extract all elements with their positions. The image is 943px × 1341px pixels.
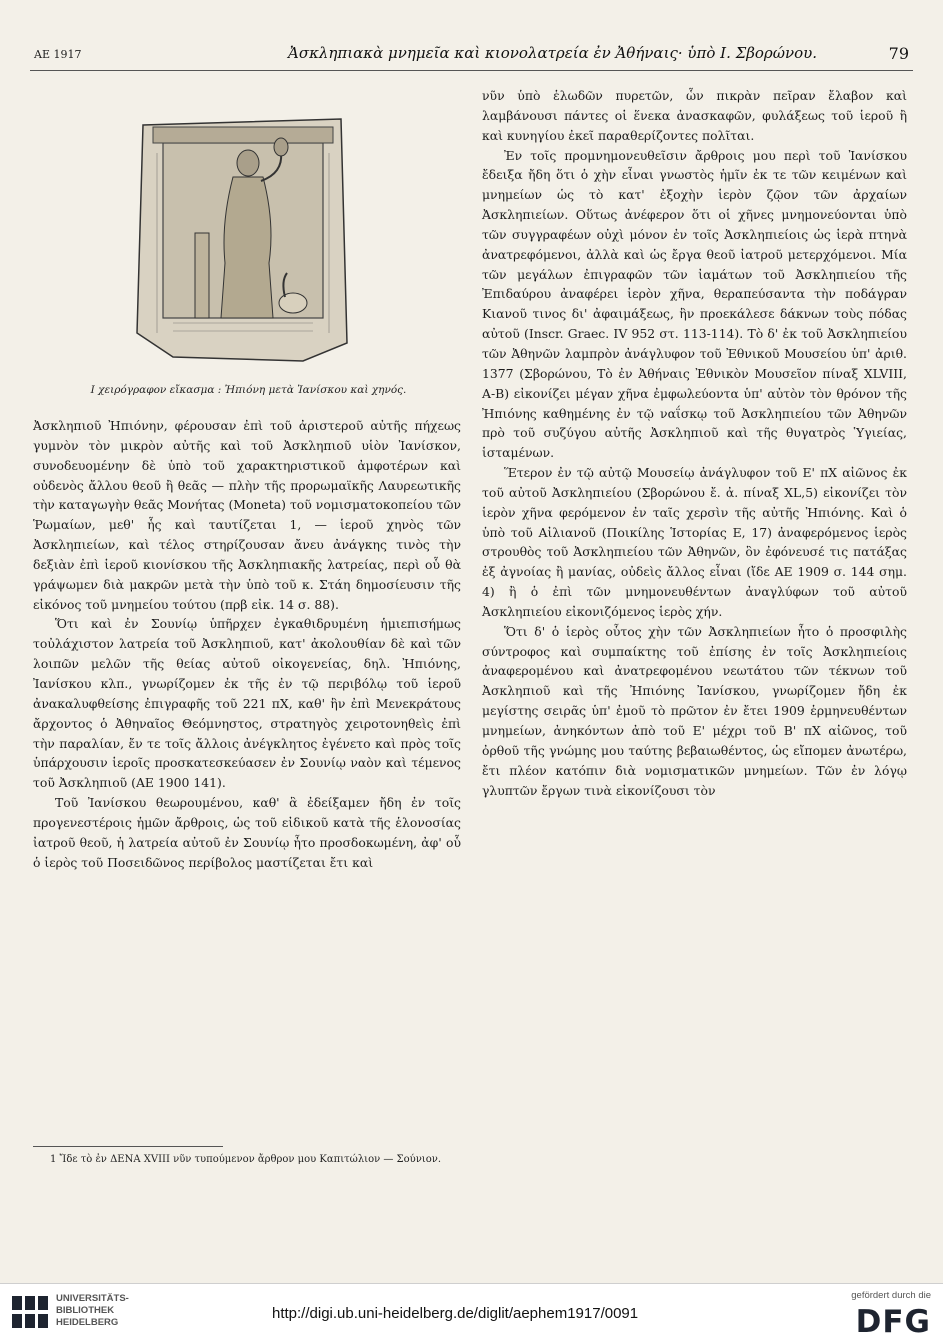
header-divider xyxy=(30,70,913,71)
page-number: 79 xyxy=(888,44,909,63)
library-name[interactable]: UNIVERSITÄTS- BIBLIOTHEK HEIDELBERG xyxy=(56,1293,129,1328)
viewer-footer xyxy=(0,1283,943,1341)
dfg-logo[interactable]: DFG xyxy=(855,1304,931,1340)
journal-label: ΑΕ 1917 xyxy=(34,48,82,61)
figure-caption: Ι χειρόγραφον εἴκασμα : Ἠπιόνη μετὰ Ἰανίσκου καὶ χηνός. xyxy=(90,384,407,396)
right-paragraph-4: Ὅτι δ' ὁ ἱερὸς οὗτος χὴν τῶν Ἀσκληπιείων ἦτο ὁ προσφιλὴς σύντροφος καὶ συμπαίκτης τοῦ ἐπίσης ἐν τοῖς Ἀσκληπιείοις ἀναφερομένου καὶ ἀνατρεφομένου νεωτάτου τῶν τέκνων τοῦ Ἀσκληπιοῦ καὶ τῆς Ἠπιόνης Ἰανίσκου, γνωρίζομεν ἤδη ἐκ μεγίστης σειρᾶς ὑπ' ἐμοῦ τὸ πρῶτον ἐν ἔτει 1909 ἑρμηνευθέντων μνημείων, ἀνηκόντων ἀπὸ τοῦ Ε' μέχρι τοῦ Β' πΧ αἰῶνος, τοῦ ὀρθοῦ τῆς γνώμης μου ταύτης βεβαιωθέντος, ὡς εἴπομεν ἀνωτέρω, ἔτι πλέον κατόπιν διὰ νομισματικῶν μνημείων. Τῶν ἐν λόγῳ γλυπτῶν ἔργων τινὰ εἰκονίζουσι τὸν xyxy=(482,623,907,798)
left-paragraph-2: Ὅτι καὶ ἐν Σουνίῳ ὑπῆρχεν ἐγκαθιδρυμένη ἡμιεπισήμως τοὐλάχιστον λατρεία τοῦ Ἀσκληπιοῦ, κατ' ἀκολουθίαν δὲ καὶ τῶν λοιπῶν μελῶν τῆς θείας αὐτοῦ οἰκογενείας, δηλ. Ἠπιόνης, Ἰανίσκου κλπ., γνωρίζομεν ἐκ τῆς ἐν τῷ περιβόλῳ τοῦ ἱεροῦ ἀνακαλυφθείσης ἐπιγραφῆς τοῦ 221 πΧ, καθ' ἣν ἐπὶ Μενεκράτους ἄρχοντος ὁ Ἀθηναῖος Θεόμνηστος, στρατηγὸς χειροτονηθεὶς ἐπὶ τὴν παραλίαν, ἔν τε τοῖς ἄλλοις ἀνέγκλητος ἐγένετο καὶ πρὸς τοῖς ὑπάρχουσιν ἱεροῖς προσκατεσκεύασεν ἐν Σουνίῳ ναὸν καὶ τέμενος τοῦ Ἀσκληπιοῦ (ΑΕ 1900 141). xyxy=(33,616,461,791)
permalink-url[interactable]: http://digi.ub.uni-heidelberg.de/diglit/aephem1917/0091 xyxy=(272,1305,639,1322)
right-paragraph-2: Ἐν τοῖς προμνημονευθεῖσιν ἄρθροις μου περὶ τοῦ Ἰανίσκου ἔδειξα ἤδη ὅτι ὁ χὴν εἶναι γνωστὸς ἡμῖν ἐκ τε τῶν κειμένων καὶ μνημείων ὡς τὸ κατ' ἐξοχὴν ἱερὸν ζῷον τῶν ἀρχαίων Ἀσκληπιείων. Οὕτως ἀνέφερον ὅτι οἱ χῆνες μνημονεύονται ὑπὸ τῶν συγγραφέων οὐχὶ μόνον ἐν τοῖς Ἀσκληπιείοις ὡς ἱερὰ πτηνὰ ἀνατρεφόμενοι, ἀλλὰ καὶ ὡς ἔργα θεοῦ ἰατροῦ μετερχόμενοι. Μία τῶν μεγάλων ἐπιγραφῶν τῶν ἰαμάτων τοῦ Ἀσκληπιείου τῆς Ἐπιδαύρου ἀναφέρει ἱερὸν χῆνα, θεραπεύσαντα τὴν ποδάγραν Κιανοῦ τινος δι' ἀφαιμάξεως, ἣν προεκάλεσε δάκνων τοὺς πόδας αὐτοῦ (Inscr. Graec. IV 952 στ. 113-114). Τὸ δ' ἐκ τοῦ Ἀσκληπιείου τῶν Ἀθηνῶν λαμπρὸν ἀνάγλυφον τοῦ Ἐθνικοῦ Μουσείου ὑπ' ἀριθ. 1377 (Σβορώνου, Τὸ ἐν Ἀθήναις Ἐθνικὸν Μουσεῖον πίναξ XLVIII, A-B) εἰκονίζει μέγαν χῆνα ἐμφωλεύοντα ὑπ' αὐτὸν τὸν θρόνον τῆς Ἠπιόνης καθημένης ἐν τῷ ναΐσκῳ τοῦ Ἀσκληπιείου τῶν Ἀθηνῶν πρὸ τοῦ συζύγου αὐτῆς Ἀσκληπιοῦ καὶ τῆς θυγατρὸς Ὑγιείας, ἱσταμένων. xyxy=(482,147,907,461)
left-paragraph-3: Τοῦ Ἰανίσκου θεωρουμένου, καθ' ἃ ἐδείξαμεν ἤδη ἐν τοῖς προγενεστέροις ἡμῶν ἄρθροις, ὡς τοῦ εἰδικοῦ κατὰ τῆς ἑλονοσίας ἰατροῦ θεοῦ, ἡ λατρεία αὐτοῦ ἐν Σουνίῳ ἦτο προσδοκωμένη, ἀφ' οὗ ὁ ἱερὸς τοῦ Ποσειδῶνος περίβολος μαστίζεται ἔτι καὶ xyxy=(33,795,461,870)
right-paragraph-1: νῦν ὑπὸ ἑλωδῶν πυρετῶν, ὧν πικρὰν πεῖραν ἔλαβον καὶ λαμβάνουσι πάντες οἱ ἕνεκα ἀνασκαφῶν, φυλάξεως τοῦ ἱεροῦ ἢ καὶ κυνηγίου ἐκεῖ παραθερίζοντες πολῖται. xyxy=(482,88,907,143)
right-paragraph-3: Ἕτερον ἐν τῷ αὐτῷ Μουσείῳ ἀνάγλυφον τοῦ Ε' πΧ αἰῶνος ἐκ τοῦ αὐτοῦ Ἀσκληπιείου (Σβορώνου ἔ. ἀ. πίναξ XL,5) εἰκονίζει τὸν ἱερὸν χῆνα φερόμενον ἐν ταῖς χερσὶν τῆς αὐτῆς Ἠπιόνης. Καὶ ὁ ὑπὸ τοῦ Αἰλιανοῦ (Ποικίλης Ἱστορίας Ε, 17) ἀναφερόμενος ἱερὸς στρουθὸς τοῦ Ἀσκληπιείου τῶν Ἀθηνῶν, ὃν ἐφόνευσέ τις πατάξας ἐξ ἀγνοίας ἢ μανίας, οὐδεὶς ἄλλος εἶναι (ἴδε ΑΕ 1909 σ. 144 σημ. 4) ἢ ὁ ἐπὶ τῶν μνημονευθέντων ἀναγλύφων τοῦ αὐτοῦ Ἀσκληπιείου εἰκονιζόμενος ἱερὸς χήν. xyxy=(482,465,907,619)
footnote: 1 Ἴδε τὸ ἐν ΔΕΝΑ XVIII νῦν τυπούμενον ἄρθρον μου Καπιτώλιον — Σούνιον. xyxy=(50,1154,442,1165)
funding-label: gefördert durch die xyxy=(851,1290,931,1301)
article-title: Ἀσκληπιακὰ μνημεῖα καὶ κιονολατρεία ἐν Ἀθήναις· ὑπὸ Ι. Σβορώνου. xyxy=(288,44,818,62)
left-paragraph-1: Ἀσκληπιοῦ Ἠπιόνην, φέρουσαν ἐπὶ τοῦ ἀριστεροῦ αὐτῆς πήχεως γυμνὸν τὸν μικρὸν αὐτῆς καὶ τοῦ Ἀσκληπιοῦ υἱὸν Ἰανίσκον, συνοδευομένην δὲ ὑπὸ τοῦ χαρακτηριστικοῦ ἀμφοτέρων καὶ οὐδενὸς ἄλλου θεοῦ ἢ θεᾶς — πλὴν τῆς προρωμαϊκῆς Λαυρεωτικῆς τὴν καταγωγὴν θεᾶς Μονήτας (Moneta) τοῦ νομισματοκοπείου τῶν Ῥωμαίων, μεθ' ἧς καὶ ταυτίζεται 1, — ἱεροῦ χηνὸς τῶν Ἀσκληπιείων, καὶ τέλος στηρίζουσαν ἄνευ ἀνάγκης τινὸς τὴν δεξιὰν ἐπὶ ἱεροῦ κιονίσκου τῆς Ἀσκληπιακῆς λατρείας, περὶ οὗ θὰ γράψωμεν διὰ μακρῶν μετὰ τὴν ὑπὸ τοῦ κ. Στάη δημοσίευσιν τῆς εἰκόνος τοῦ μνημείου τούτου (πρβ εἰκ. 14 σ. 88). xyxy=(33,418,461,612)
running-head xyxy=(30,44,913,68)
right-column xyxy=(482,86,907,800)
left-column xyxy=(33,416,461,872)
relief-figure xyxy=(133,113,351,363)
university-library-logo-icon[interactable] xyxy=(8,1290,52,1334)
footnote-divider xyxy=(33,1146,223,1147)
